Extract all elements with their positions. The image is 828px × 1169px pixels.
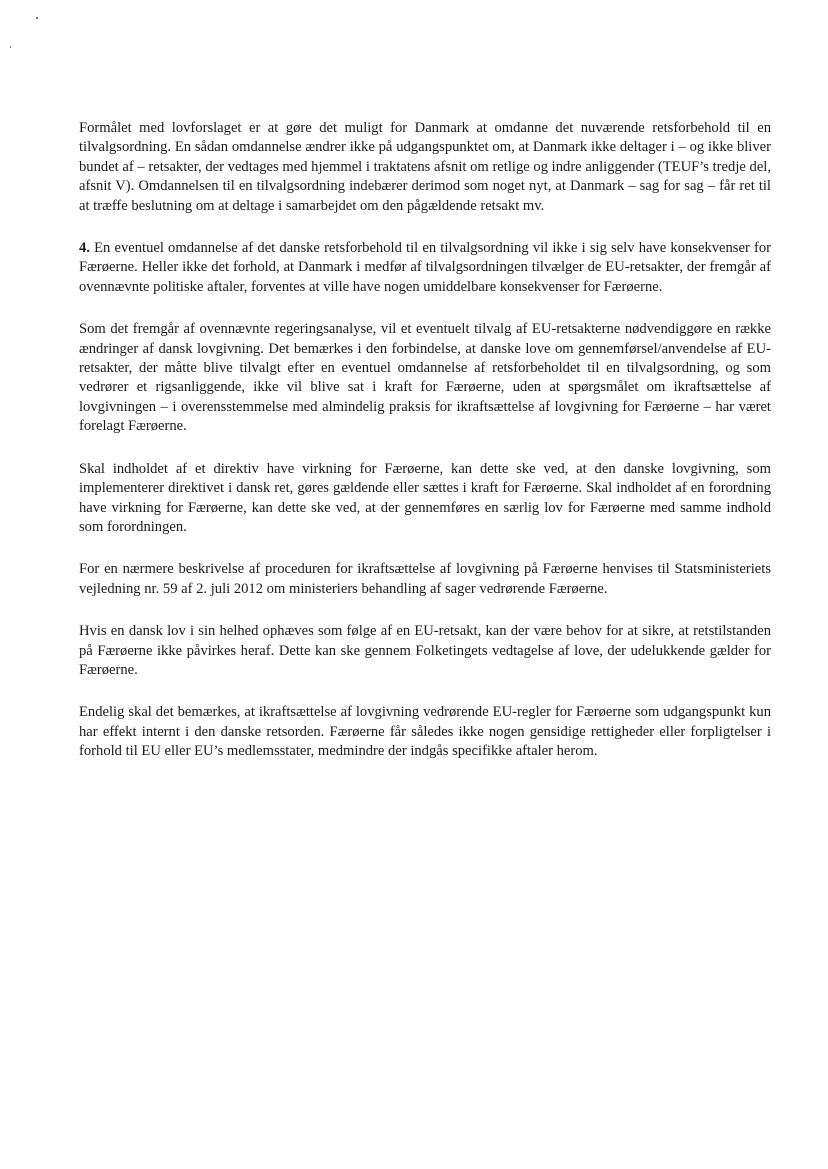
document-body (79, 119, 771, 785)
paragraph-text: Formålet med lovforslaget er at gøre det muligt for Danmark at omdanne det nuværende retsforbehold til en tilvalgsordning. En sådan omdannelse ændrer ikke på udgangspunktet om, at Danmark ikke deltager i – og ikke bliver bundet af – retsakter, der vedtages med hjemmel i traktatens afsnit om retlige og indre anliggender (TEUF’s tredje del, afsnit V). Omdannelsen til en tilvalgsordning indebærer derimod som noget nyt, at Danmark – sag for sag – får ret til at træffe beslutning om at deltage i samarbejdet om den pågældende retsakt mv. (79, 120, 771, 214)
paragraph-text: Skal indholdet af et direktiv have virkning for Færøerne, kan dette ske ved, at den danske lovgivning, som implementerer direktivet i dansk ret, gøres gældende eller sættes i kraft for Færøerne. Skal indholdet af en forordning have virkning for Færøerne, kan dette ske ved, at der gennemføres en særlig lov for Færøerne med samme indhold som forordningen. (79, 460, 771, 535)
paragraph-6 (79, 622, 771, 680)
paragraph-5 (79, 560, 771, 599)
paragraph-3 (79, 320, 771, 436)
paragraph-number: 4. (79, 240, 90, 257)
paragraph-1 (79, 119, 771, 216)
paragraph-2 (79, 239, 771, 297)
paragraph-7 (79, 703, 771, 761)
paragraph-4 (79, 460, 771, 538)
paragraph-text: Hvis en dansk lov i sin helhed ophæves som følge af en EU-retsakt, kan der være behov for at sikre, at retstilstanden på Færøerne ikke påvirkes heraf. Dette kan ske gennem Folketingets vedtagelse af love, der udelukkende gælder for Færøerne. (79, 623, 771, 678)
paragraph-text: For en nærmere beskrivelse af proceduren for ikraftsættelse af lovgivning på Færøerne henvises til Statsministeriets vejledning nr. 59 af 2. juli 2012 om ministeriers behandling af sager vedrørende Færøerne. (79, 561, 771, 597)
paragraph-text: Som det fremgår af ovennævnte regeringsanalyse, vil et eventuelt tilvalg af EU-retsakterne nødvendiggøre en række ændringer af dansk lovgivning. Det bemærkes i den forbindelse, at danske love om gennemførsel/anvendelse af EU-retsakter, der måtte blive tilvalgt efter en eventuel omdannelse af retsforbeholdet til en tilvalgsordning, og som vedrører et rigsanliggende, ikke vil blive sat i kraft for Færøerne, uden at spørgsmålet om ikraftsættelse af lovgivningen – i overensstemmelse med almindelig praksis for ikraftsættelse af lovgivning for Færøerne – har været forelagt Færøerne. (79, 321, 771, 435)
paragraph-text: En eventuel omdannelse af det danske retsforbehold til en tilvalgsordning vil ikke i sig selv have konsekvenser for Færøerne. Heller ikke det forhold, at Danmark i medfør af tilvalgsordningen tilvælger de EU-retsakter, der fremgår af ovennævnte politiske aftaler, forventes at ville have nogen umiddelbare konsekvenser for Færøerne. (79, 240, 771, 295)
paragraph-text: Endelig skal det bemærkes, at ikraftsættelse af lovgivning vedrørende EU-regler for Færøerne som udgangspunkt kun har effekt internt i den danske retsorden. Færøerne får således ikke nogen gensidige rettigheder eller forpligtelser i forhold til EU eller EU’s medlemsstater, medmindre der indgås specifikke aftaler herom. (79, 704, 771, 760)
scan-speck (36, 17, 38, 19)
scan-speck (10, 46, 11, 48)
